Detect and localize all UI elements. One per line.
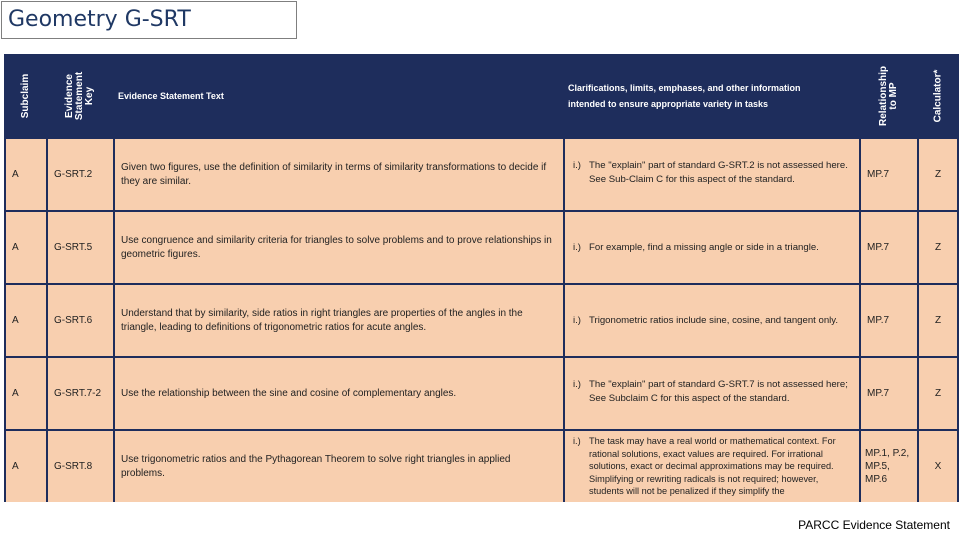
row-2-key: G-SRT.5 bbox=[48, 212, 113, 283]
row-5-mp: MP.1, P.2, MP.5, MP.6 bbox=[861, 431, 917, 502]
evidence-table bbox=[4, 54, 959, 502]
row-4-key: G-SRT.7-2 bbox=[48, 358, 113, 429]
header-subclaim bbox=[6, 54, 46, 137]
row-5-clarification: i.) The task may have a real world or mathematical context. For rational solutions, exact values are required. For irrational solutions, exact or decimal approximations may be required. Simplifying or rewriting radicals is not required; however, students will not be penalized if they simplify the bbox=[565, 431, 859, 502]
header-relationship-line-1: Relationship bbox=[878, 65, 890, 126]
row-2-subclaim: A bbox=[6, 212, 46, 283]
header-clarifications-line-2: intended to ensure appropriate variety in tasks bbox=[568, 98, 769, 109]
row-4-clarification: i.) The "explain" part of standard G-SRT.7 is not assessed here; See Subclaim C for this aspect of the standard. bbox=[565, 358, 859, 429]
row-5-key: G-SRT.8 bbox=[48, 431, 113, 502]
row-2-calculator: Z bbox=[919, 212, 957, 283]
row-1-mp: MP.7 bbox=[861, 139, 917, 210]
header-key-line-3: Key bbox=[84, 86, 96, 105]
row-4-evidence-text: Use the relationship between the sine and cosine of complementary angles. bbox=[115, 358, 563, 429]
header-clarifications bbox=[565, 54, 859, 137]
row-2-evidence-text: Use congruence and similarity criteria for triangles to solve problems and to prove relationships in geometric figures. bbox=[115, 212, 563, 283]
row-5-calculator: X bbox=[919, 431, 957, 502]
header-evidence-text-label: Evidence Statement Text bbox=[118, 90, 224, 101]
slide-title: Geometry G-SRT bbox=[8, 7, 191, 32]
row-5-evidence-text: Use trigonometric ratios and the Pythagorean Theorem to solve right triangles in applied problems. bbox=[115, 431, 563, 502]
header-evidence-text bbox=[115, 54, 563, 137]
header-key bbox=[48, 54, 113, 137]
row-1-clarification: i.) The "explain" part of standard G-SRT.2 is not assessed here. See Sub-Claim C for this aspect of the standard. bbox=[565, 139, 859, 210]
row-3-subclaim: A bbox=[6, 285, 46, 356]
row-4-mp: MP.7 bbox=[861, 358, 917, 429]
header-clarifications-line-1: Clarifications, limits, emphases, and other information bbox=[568, 82, 801, 93]
row-1-key: G-SRT.2 bbox=[48, 139, 113, 210]
row-1-evidence-text: Given two figures, use the definition of similarity in terms of similarity transformations to decide if they are similar. bbox=[115, 139, 563, 210]
header-relationship-line-2: to MP bbox=[888, 81, 900, 110]
row-2-mp: MP.7 bbox=[861, 212, 917, 283]
header-calculator bbox=[919, 54, 957, 137]
row-3-clarification: i.) Trigonometric ratios include sine, cosine, and tangent only. bbox=[565, 285, 859, 356]
row-1-subclaim: A bbox=[6, 139, 46, 210]
row-3-evidence-text: Understand that by similarity, side ratios in right triangles are properties of the angles in the triangle, leading to definitions of trigonometric ratios for acute angles. bbox=[115, 285, 563, 356]
row-3-calculator: Z bbox=[919, 285, 957, 356]
row-2-clarification: i.) For example, find a missing angle or side in a triangle. bbox=[565, 212, 859, 283]
row-4-calculator: Z bbox=[919, 358, 957, 429]
header-key-line-2: Statement bbox=[74, 71, 86, 120]
header-subclaim-label: Subclaim bbox=[20, 73, 31, 118]
header-calculator-label: Calculator* bbox=[932, 69, 944, 122]
header-relationship bbox=[861, 54, 917, 137]
row-1-calculator: Z bbox=[919, 139, 957, 210]
footer-source: PARCC Evidence Statement bbox=[798, 518, 950, 532]
slide-title-box bbox=[1, 1, 297, 39]
row-3-key: G-SRT.6 bbox=[48, 285, 113, 356]
row-4-subclaim: A bbox=[6, 358, 46, 429]
header-key-line-1: Evidence bbox=[64, 73, 76, 118]
row-5-subclaim: A bbox=[6, 431, 46, 502]
row-3-mp: MP.7 bbox=[861, 285, 917, 356]
